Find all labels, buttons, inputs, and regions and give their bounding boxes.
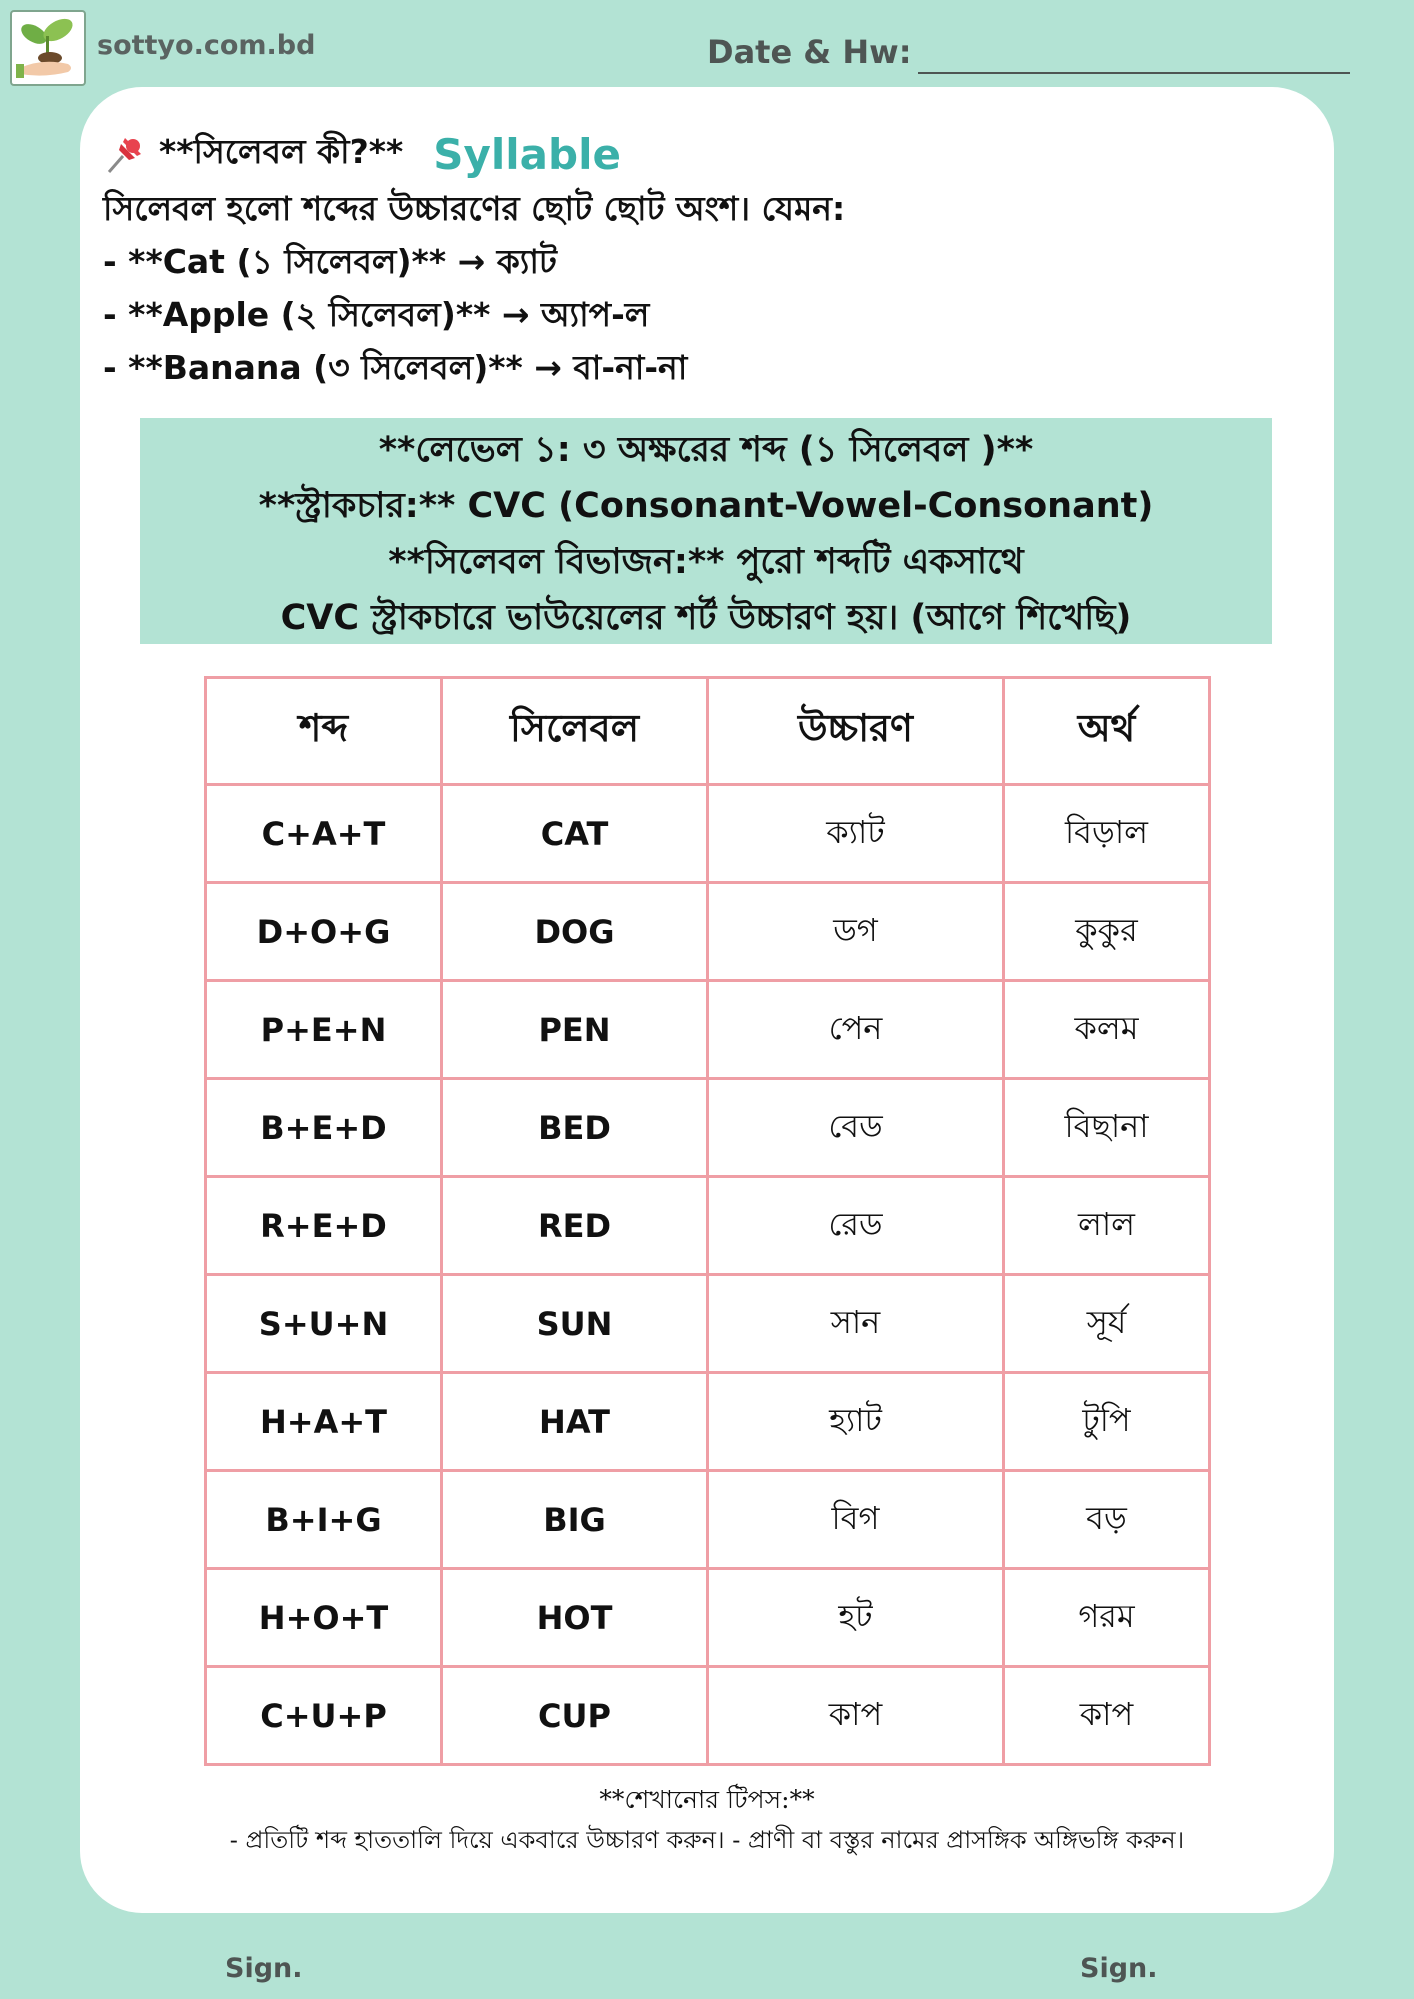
table-row xyxy=(206,1079,1210,1177)
tips-title: **শেখানোর টিপস:** xyxy=(599,1785,815,1814)
table-row xyxy=(206,785,1210,883)
pushpin-icon xyxy=(103,132,147,176)
intro-title: **সিলেবল কী?** xyxy=(159,132,404,171)
cell-syllable: HAT xyxy=(442,1373,708,1471)
sign-right-label: Sign. xyxy=(1080,1953,1158,1984)
table-row xyxy=(206,1177,1210,1275)
table-row xyxy=(206,1275,1210,1373)
word-table xyxy=(204,676,1211,1766)
header-pronunciation: উচ্চারণ xyxy=(708,678,1004,785)
level-title: **লেভেল ১: ৩ অক্ষরের শব্দ (১ সিলেবল )** xyxy=(378,430,1034,470)
table-row xyxy=(206,1471,1210,1569)
cell-letters: R+E+D xyxy=(206,1177,442,1275)
cell-letters: D+O+G xyxy=(206,883,442,981)
cell-letters: B+E+D xyxy=(206,1079,442,1177)
cell-letters: S+U+N xyxy=(206,1275,442,1373)
cell-letters: H+A+T xyxy=(206,1373,442,1471)
header-meaning: অর্থ xyxy=(1004,678,1210,785)
level-info-box xyxy=(140,418,1272,644)
cell-pronunciation: কাপ xyxy=(708,1667,1004,1765)
sign-left-label: Sign. xyxy=(225,1953,303,1984)
cell-pronunciation: বিগ xyxy=(708,1471,1004,1569)
example-line: - **Cat (১ সিলেবল)** → ক্যাট xyxy=(103,242,557,281)
cvc-note-line: CVC স্ট্রাকচারে ভাউয়েলের শর্ট উচ্চারণ হয়। (আগে শিখেছি) xyxy=(280,598,1132,638)
example-line: - **Banana (৩ সিলেবল)** → বা-না-না xyxy=(103,348,688,387)
cell-syllable: CAT xyxy=(442,785,708,883)
site-name: sottyo.com.bd xyxy=(97,30,316,61)
syllable-division-line: **সিলেবল বিভাজন:** পুরো শব্দটি একসাথে xyxy=(388,542,1024,582)
cell-meaning: কাপ xyxy=(1004,1667,1210,1765)
logo xyxy=(10,10,86,86)
cell-letters: C+U+P xyxy=(206,1667,442,1765)
table-row xyxy=(206,1667,1210,1765)
header-syllable: সিলেবল xyxy=(442,678,708,785)
intro-section xyxy=(103,126,1283,394)
cell-meaning: লাল xyxy=(1004,1177,1210,1275)
cell-pronunciation: পেন xyxy=(708,981,1004,1079)
cell-syllable: RED xyxy=(442,1177,708,1275)
cell-syllable: HOT xyxy=(442,1569,708,1667)
cell-syllable: DOG xyxy=(442,883,708,981)
cell-meaning: সূর্য xyxy=(1004,1275,1210,1373)
date-hw-label: Date & Hw: xyxy=(707,33,912,71)
cell-syllable: PEN xyxy=(442,981,708,1079)
cell-meaning: বিড়াল xyxy=(1004,785,1210,883)
cell-pronunciation: ক্যাট xyxy=(708,785,1004,883)
teaching-tips xyxy=(80,1780,1334,1860)
table-row xyxy=(206,883,1210,981)
table-header-row xyxy=(206,678,1210,785)
syllable-word: Syllable xyxy=(433,129,621,179)
cell-letters: P+E+N xyxy=(206,981,442,1079)
cell-meaning: বড় xyxy=(1004,1471,1210,1569)
cell-syllable: CUP xyxy=(442,1667,708,1765)
cell-meaning: গরম xyxy=(1004,1569,1210,1667)
structure-line: **স্ট্রাকচার:** CVC (Consonant-Vowel-Consonant) xyxy=(258,486,1154,526)
cell-syllable: BED xyxy=(442,1079,708,1177)
cell-syllable: SUN xyxy=(442,1275,708,1373)
table-row xyxy=(206,1373,1210,1471)
cell-letters: C+A+T xyxy=(206,785,442,883)
cell-pronunciation: হট xyxy=(708,1569,1004,1667)
cell-pronunciation: রেড xyxy=(708,1177,1004,1275)
intro-definition: সিলেবল হলো শব্দের উচ্চারণের ছোট ছোট অংশ। যেমন: xyxy=(103,189,846,228)
date-hw-line xyxy=(918,72,1350,74)
table-row xyxy=(206,981,1210,1079)
cell-pronunciation: হ্যাট xyxy=(708,1373,1004,1471)
cell-letters: B+I+G xyxy=(206,1471,442,1569)
intro-title-row xyxy=(103,126,1283,182)
cell-syllable: BIG xyxy=(442,1471,708,1569)
cell-meaning: কলম xyxy=(1004,981,1210,1079)
cell-letters: H+O+T xyxy=(206,1569,442,1667)
cell-meaning: টুপি xyxy=(1004,1373,1210,1471)
cell-pronunciation: সান xyxy=(708,1275,1004,1373)
cell-pronunciation: ডগ xyxy=(708,883,1004,981)
header-word: শব্দ xyxy=(206,678,442,785)
cell-pronunciation: বেড xyxy=(708,1079,1004,1177)
example-line: - **Apple (২ সিলেবল)** → অ্যাপ-ল xyxy=(103,295,650,334)
plant-in-hand-icon xyxy=(12,12,84,84)
table-row xyxy=(206,1569,1210,1667)
cell-meaning: কুকুর xyxy=(1004,883,1210,981)
tips-text: - প্রতিটি শব্দ হাততালি দিয়ে একবারে উচ্চারণ করুন। - প্রাণী বা বস্তুর নামের প্রাসঙ্গিক অঙ্গিভঙ্গি করুন। xyxy=(229,1826,1185,1854)
cell-meaning: বিছানা xyxy=(1004,1079,1210,1177)
